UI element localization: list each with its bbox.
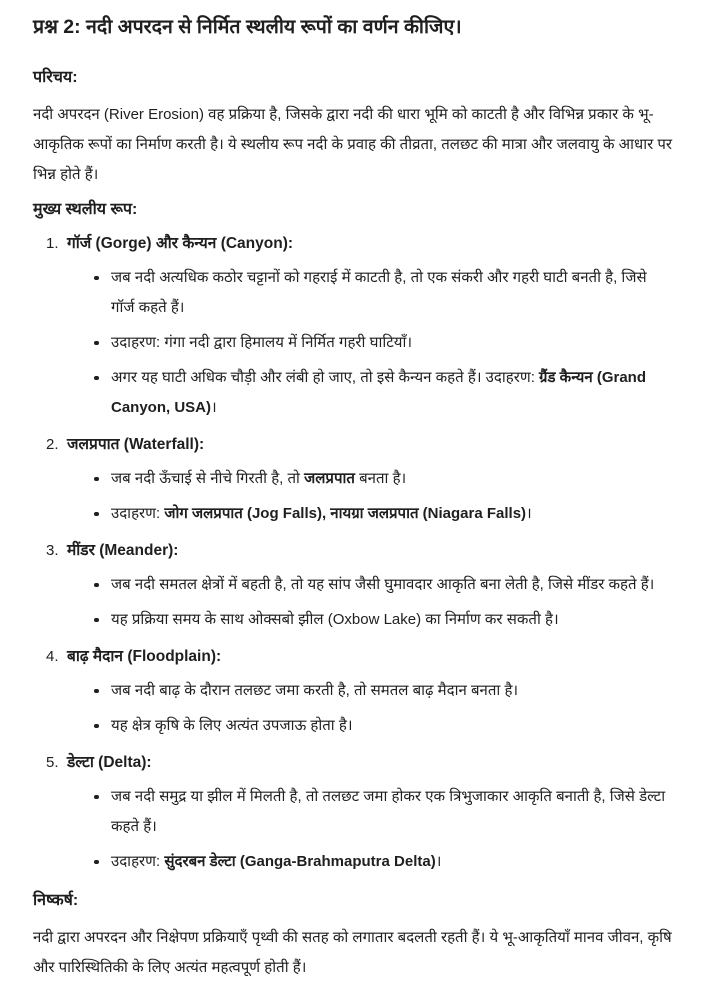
landform-content	[67, 431, 674, 529]
landform-item	[46, 643, 674, 741]
landform-bullet	[111, 711, 674, 741]
question-title: प्रश्न 2: नदी अपरदन से निर्मित स्थलीय रूपों का वर्णन कीजिए।	[33, 16, 462, 38]
landform-bullets	[67, 263, 674, 423]
landform-bullets	[67, 676, 674, 741]
landforms-heading: मुख्य स्थलीय रूप:	[33, 201, 138, 218]
landform-bullets	[67, 782, 674, 877]
text-run: यह क्षेत्र कृषि के लिए अत्यंत उपजाऊ होता है।	[111, 717, 353, 734]
landform-title: गॉर्ज (Gorge) और कैन्यन (Canyon):	[67, 235, 294, 252]
text-run: ।	[211, 399, 217, 416]
landform-title: डेल्टा (Delta):	[67, 754, 152, 771]
bold-text-run: सुंदरबन डेल्टा (Ganga-Brahmaputra Delta)	[164, 853, 436, 870]
landform-item	[46, 537, 674, 635]
landform-bullet	[111, 782, 674, 842]
landforms-list	[33, 230, 674, 877]
text-run: उदाहरण:	[111, 853, 165, 870]
conclusion-paragraph: नदी द्वारा अपरदन और निक्षेपण प्रक्रियाएँ पृथ्वी की सतह को लगातार बदलती रहती हैं। ये भू-आकृतियाँ मानव जीवन, कृषि और पारिस्थितिकी के लिए अत्यंत महत्वपूर्ण होती हैं।	[33, 929, 672, 976]
landform-number: 3.	[46, 542, 59, 559]
landform-bullet	[111, 847, 674, 877]
landform-number: 1.	[46, 235, 59, 252]
text-run: जब नदी बाढ़ के दौरान तलछट जमा करती है, तो समतल बाढ़ मैदान बनता है।	[111, 682, 519, 699]
landform-bullet	[111, 570, 674, 600]
landform-bullet	[111, 464, 674, 494]
landform-content	[67, 230, 674, 423]
landform-bullet	[111, 328, 674, 358]
landform-bullet	[111, 605, 674, 635]
landform-item	[46, 230, 674, 423]
text-run: अगर यह घाटी अधिक चौड़ी और लंबी हो जाए, तो इसे कैन्यन कहते हैं। उदाहरण:	[111, 369, 540, 386]
text-run: जब नदी अत्यधिक कठोर चट्टानों को गहराई में काटती है, तो एक संकरी और गहरी घाटी बनती है, जिसे गॉर्ज कहते हैं।	[111, 269, 647, 316]
intro-heading: परिचय:	[33, 69, 78, 86]
landform-bullet	[111, 499, 674, 529]
bold-text-run: जोग जलप्रपात (Jog Falls), नायग्रा जलप्रपात (Niagara Falls)	[164, 505, 527, 522]
text-run: जब नदी समुद्र या झील में मिलती है, तो तलछट जमा होकर एक त्रिभुजाकार आकृति बनाती है, जिसे डेल्टा कहते हैं।	[111, 788, 666, 835]
landform-title: बाढ़ मैदान (Floodplain):	[67, 648, 222, 665]
conclusion-heading: निष्कर्ष:	[33, 892, 79, 909]
bold-text-run: ग्रैंड कैन्यन (Grand Canyon, USA)	[111, 369, 646, 416]
landform-title: जलप्रपात (Waterfall):	[67, 436, 205, 453]
landform-number: 5.	[46, 754, 59, 771]
intro-paragraph: नदी अपरदन (River Erosion) वह प्रक्रिया है, जिसके द्वारा नदी की धारा भूमि को काटती है और विभिन्न प्रकार के भू-आकृतिक रूपों का निर्माण करती है। ये स्थलीय रूप नदी के प्रवाह की तीव्रता, तलछट की मात्रा और जलवायु के आधार पर भिन्न होते हैं।	[33, 106, 673, 183]
landform-bullet	[111, 263, 674, 323]
text-run: जब नदी ऊँचाई से नीचे गिरती है, तो	[111, 470, 305, 487]
landform-bullet	[111, 363, 674, 423]
text-run: उदाहरण: गंगा नदी द्वारा हिमालय में निर्मित गहरी घाटियाँ।	[111, 334, 413, 351]
text-run: जब नदी समतल क्षेत्रों में बहती है, तो यह सांप जैसी घुमावदार आकृति बना लेती है, जिसे मींडर कहते हैं।	[111, 576, 655, 593]
landform-item	[46, 431, 674, 529]
text-run: उदाहरण:	[111, 505, 165, 522]
text-run: यह प्रक्रिया समय के साथ ओक्सबो झील (Oxbow Lake) का निर्माण कर सकती है।	[111, 611, 559, 628]
text-run: ।	[435, 853, 442, 870]
bold-text-run: जलप्रपात	[304, 470, 355, 487]
text-run: ।	[526, 505, 532, 522]
landform-bullets	[67, 570, 674, 635]
landform-content	[67, 749, 674, 877]
landform-item	[46, 749, 674, 877]
text-run: बनता है।	[354, 470, 407, 487]
landform-number: 4.	[46, 648, 59, 665]
landform-bullet	[111, 676, 674, 706]
landform-number: 2.	[46, 436, 59, 453]
landform-content	[67, 537, 674, 635]
landform-bullets	[67, 464, 674, 529]
landform-title: मींडर (Meander):	[67, 542, 179, 559]
landform-content	[67, 643, 674, 741]
